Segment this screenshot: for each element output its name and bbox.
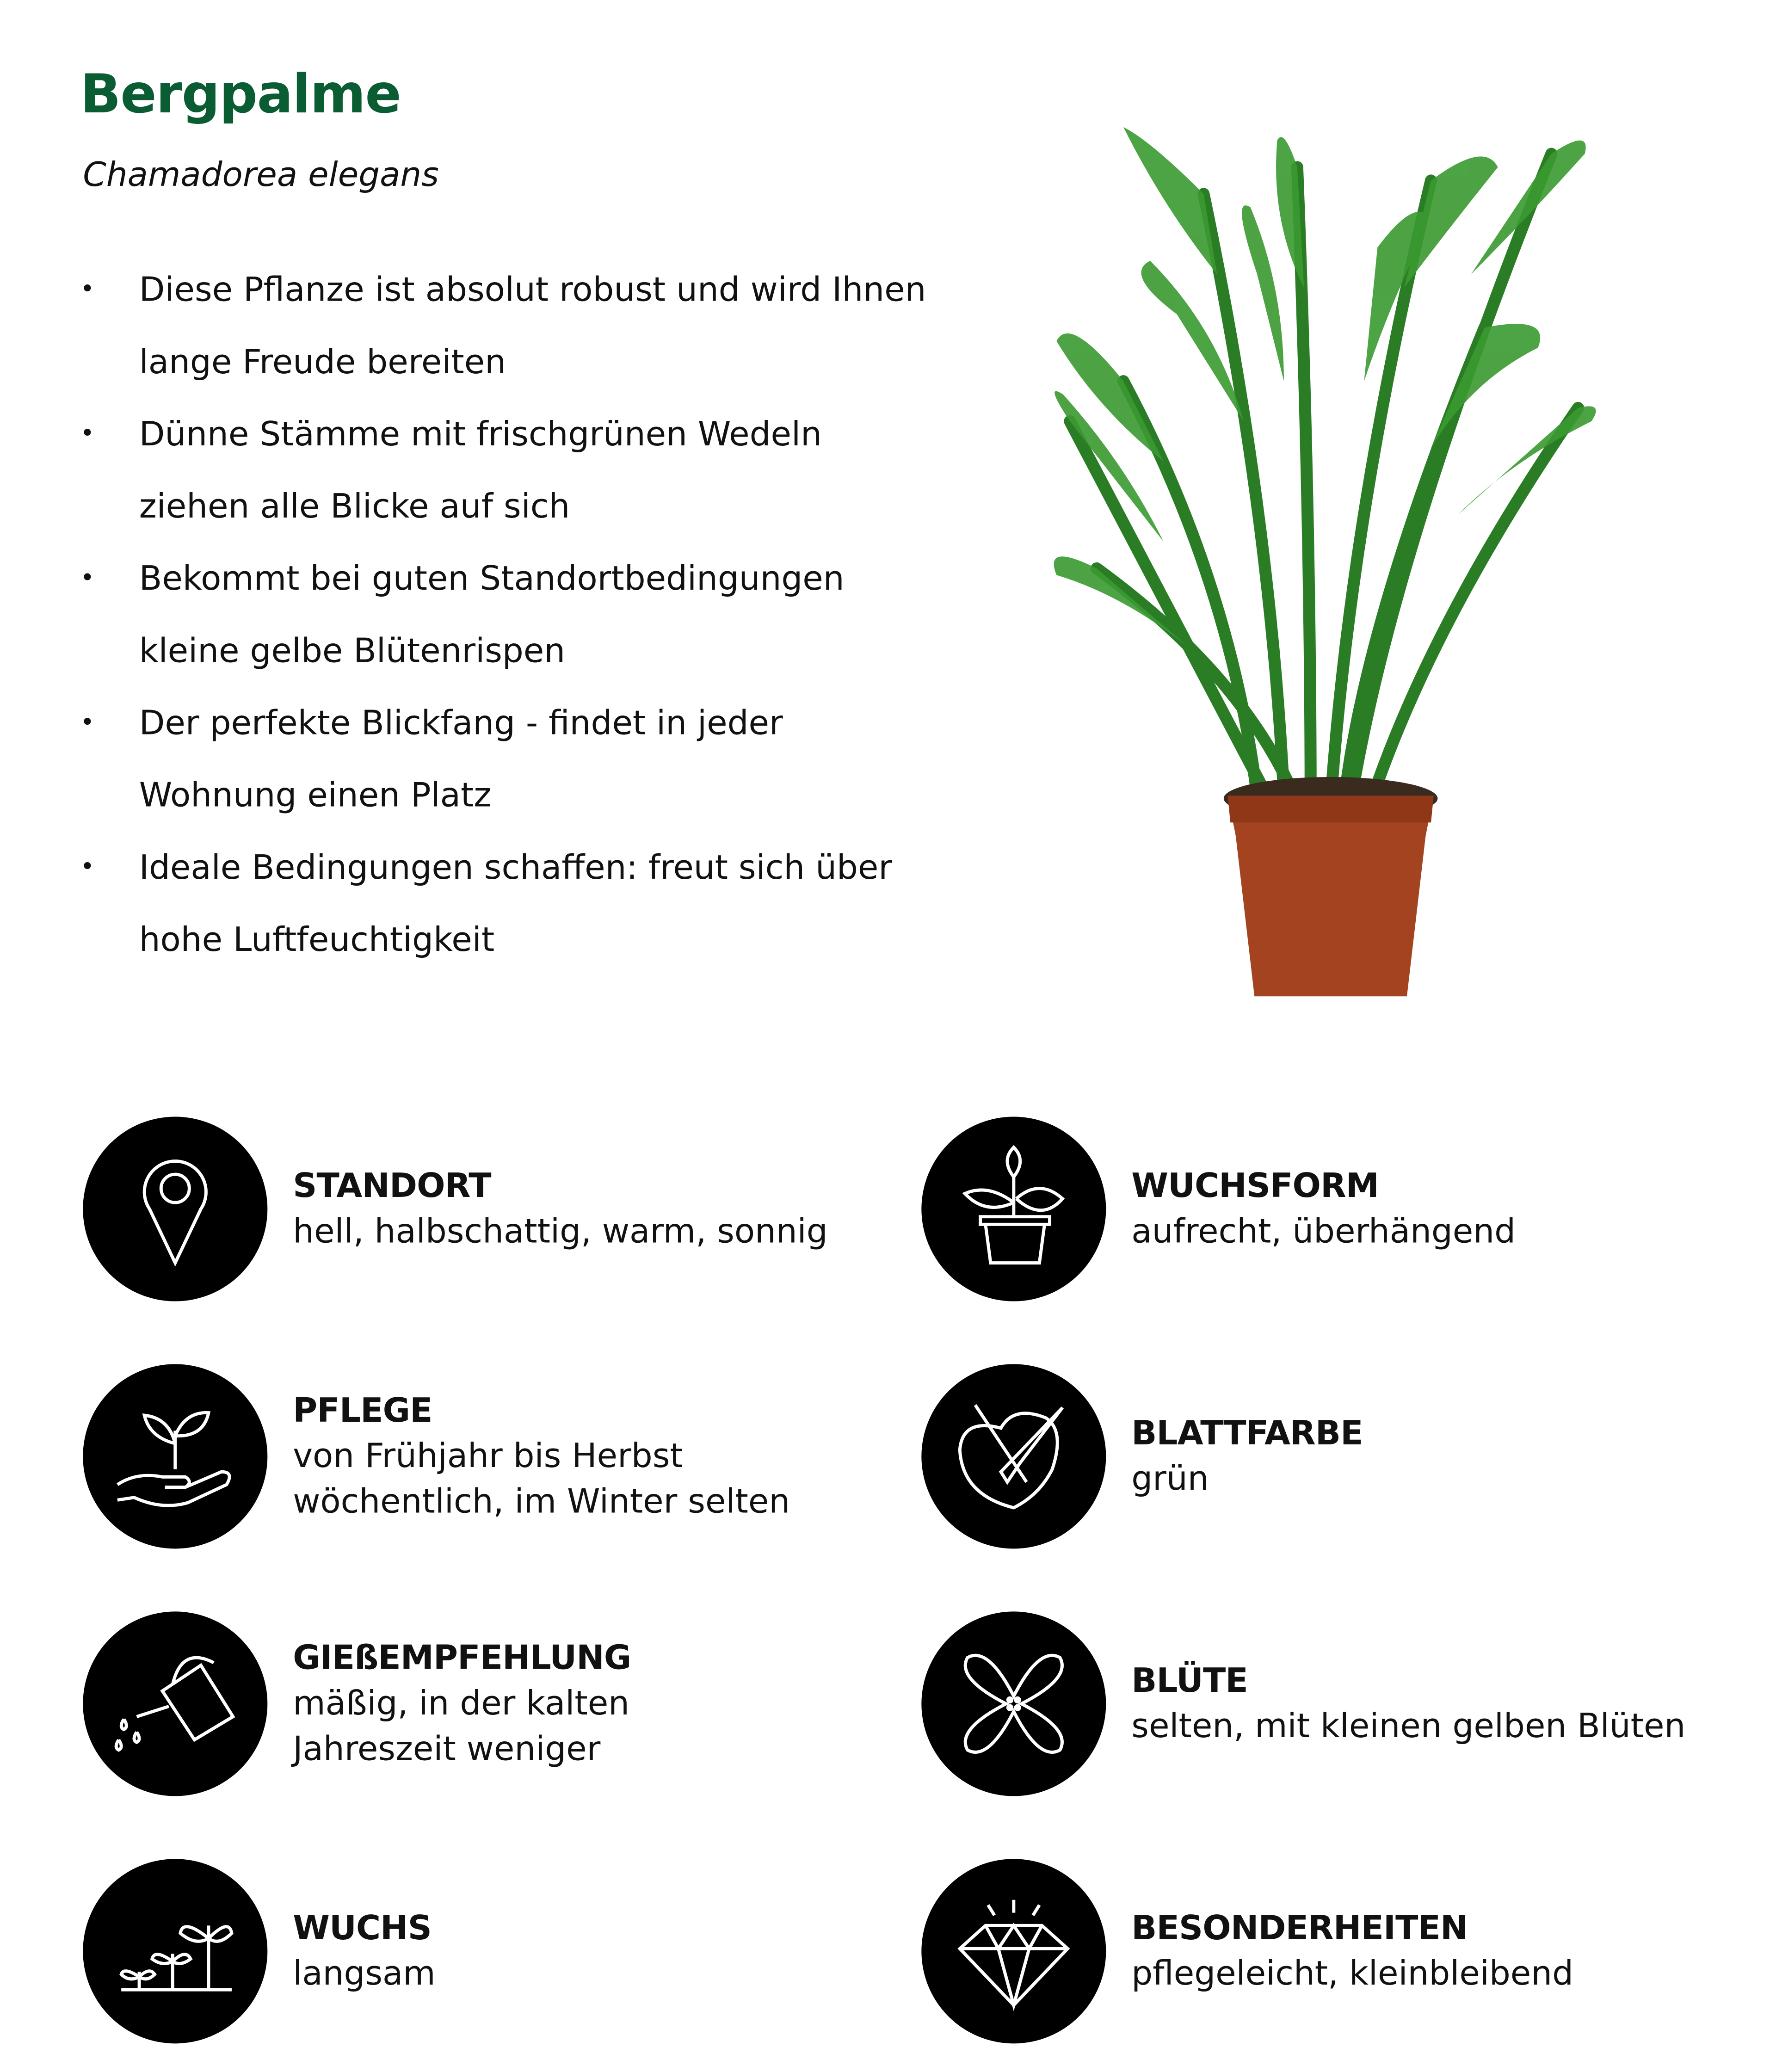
feature-bullet-list [80, 254, 941, 976]
leaf-brush-icon [921, 1364, 1106, 1548]
feature-besonderheiten [921, 1859, 1573, 2043]
bullet-item: • Ideale Bedingungen schaffen: freut sich über hohe Luftfeuchtigkeit [80, 832, 941, 976]
bullet-item: • Bekommt bei guten Standortbedingungen kleine gelbe Blütenrispen [80, 543, 941, 687]
plant-image [1043, 114, 1618, 1010]
feature-value: pflegeleicht, kleinbleibend [1131, 1954, 1574, 1993]
feature-heading: GIEßEMPFEHLUNG [293, 1638, 631, 1677]
feature-bluete [921, 1611, 1685, 1796]
feature-value: aufrecht, überhängend [1131, 1211, 1516, 1251]
bullet-item: • Diese Pflanze ist absolut robust und wird Ihnen lange Freude bereiten [80, 254, 941, 398]
bullet-item: • Der perfekte Blickfang - findet in jeder Wohnung einen Platz [80, 687, 941, 832]
botanical-name: Chamadorea elegans [83, 155, 439, 194]
feature-standort [83, 1116, 827, 1301]
feature-pflege [83, 1364, 790, 1548]
hand-seedling-icon [83, 1364, 267, 1548]
feature-heading: BESONDERHEITEN [1131, 1908, 1468, 1948]
feature-value: selten, mit kleinen gelben Blüten [1131, 1706, 1686, 1745]
sprouts-growth-icon [83, 1859, 267, 2043]
feature-wuchsform [921, 1116, 1516, 1301]
bullet-item: • Dünne Stämme mit frischgrünen Wedeln ziehen alle Blicke auf sich [80, 399, 941, 543]
diamond-icon [921, 1859, 1106, 2043]
feature-value: von Frühjahr bis Herbst wöchentlich, im Winter selten [293, 1436, 790, 1521]
page-title: Bergpalme [80, 64, 401, 126]
feature-value: mäßig, in der kalten Jahreszeit weniger [293, 1684, 630, 1768]
feature-heading: BLATTFARBE [1131, 1413, 1363, 1453]
feature-wuchs [83, 1859, 435, 2043]
feature-blattfarbe [921, 1364, 1363, 1548]
feature-heading: PFLEGE [293, 1391, 432, 1430]
feature-value: grün [1131, 1459, 1209, 1498]
watering-can-icon [83, 1611, 267, 1796]
feature-heading: BLÜTE [1131, 1661, 1248, 1700]
feature-value: langsam [293, 1954, 436, 1993]
flower-icon [921, 1611, 1106, 1796]
location-pin-icon [83, 1116, 267, 1301]
feature-giessempfehlung [83, 1611, 631, 1796]
plant-pot-icon [921, 1116, 1106, 1301]
feature-heading: WUCHSFORM [1131, 1166, 1379, 1205]
feature-heading: WUCHS [293, 1908, 432, 1948]
feature-value: hell, halbschattig, warm, sonnig [293, 1211, 828, 1251]
feature-heading: STANDORT [293, 1166, 491, 1205]
